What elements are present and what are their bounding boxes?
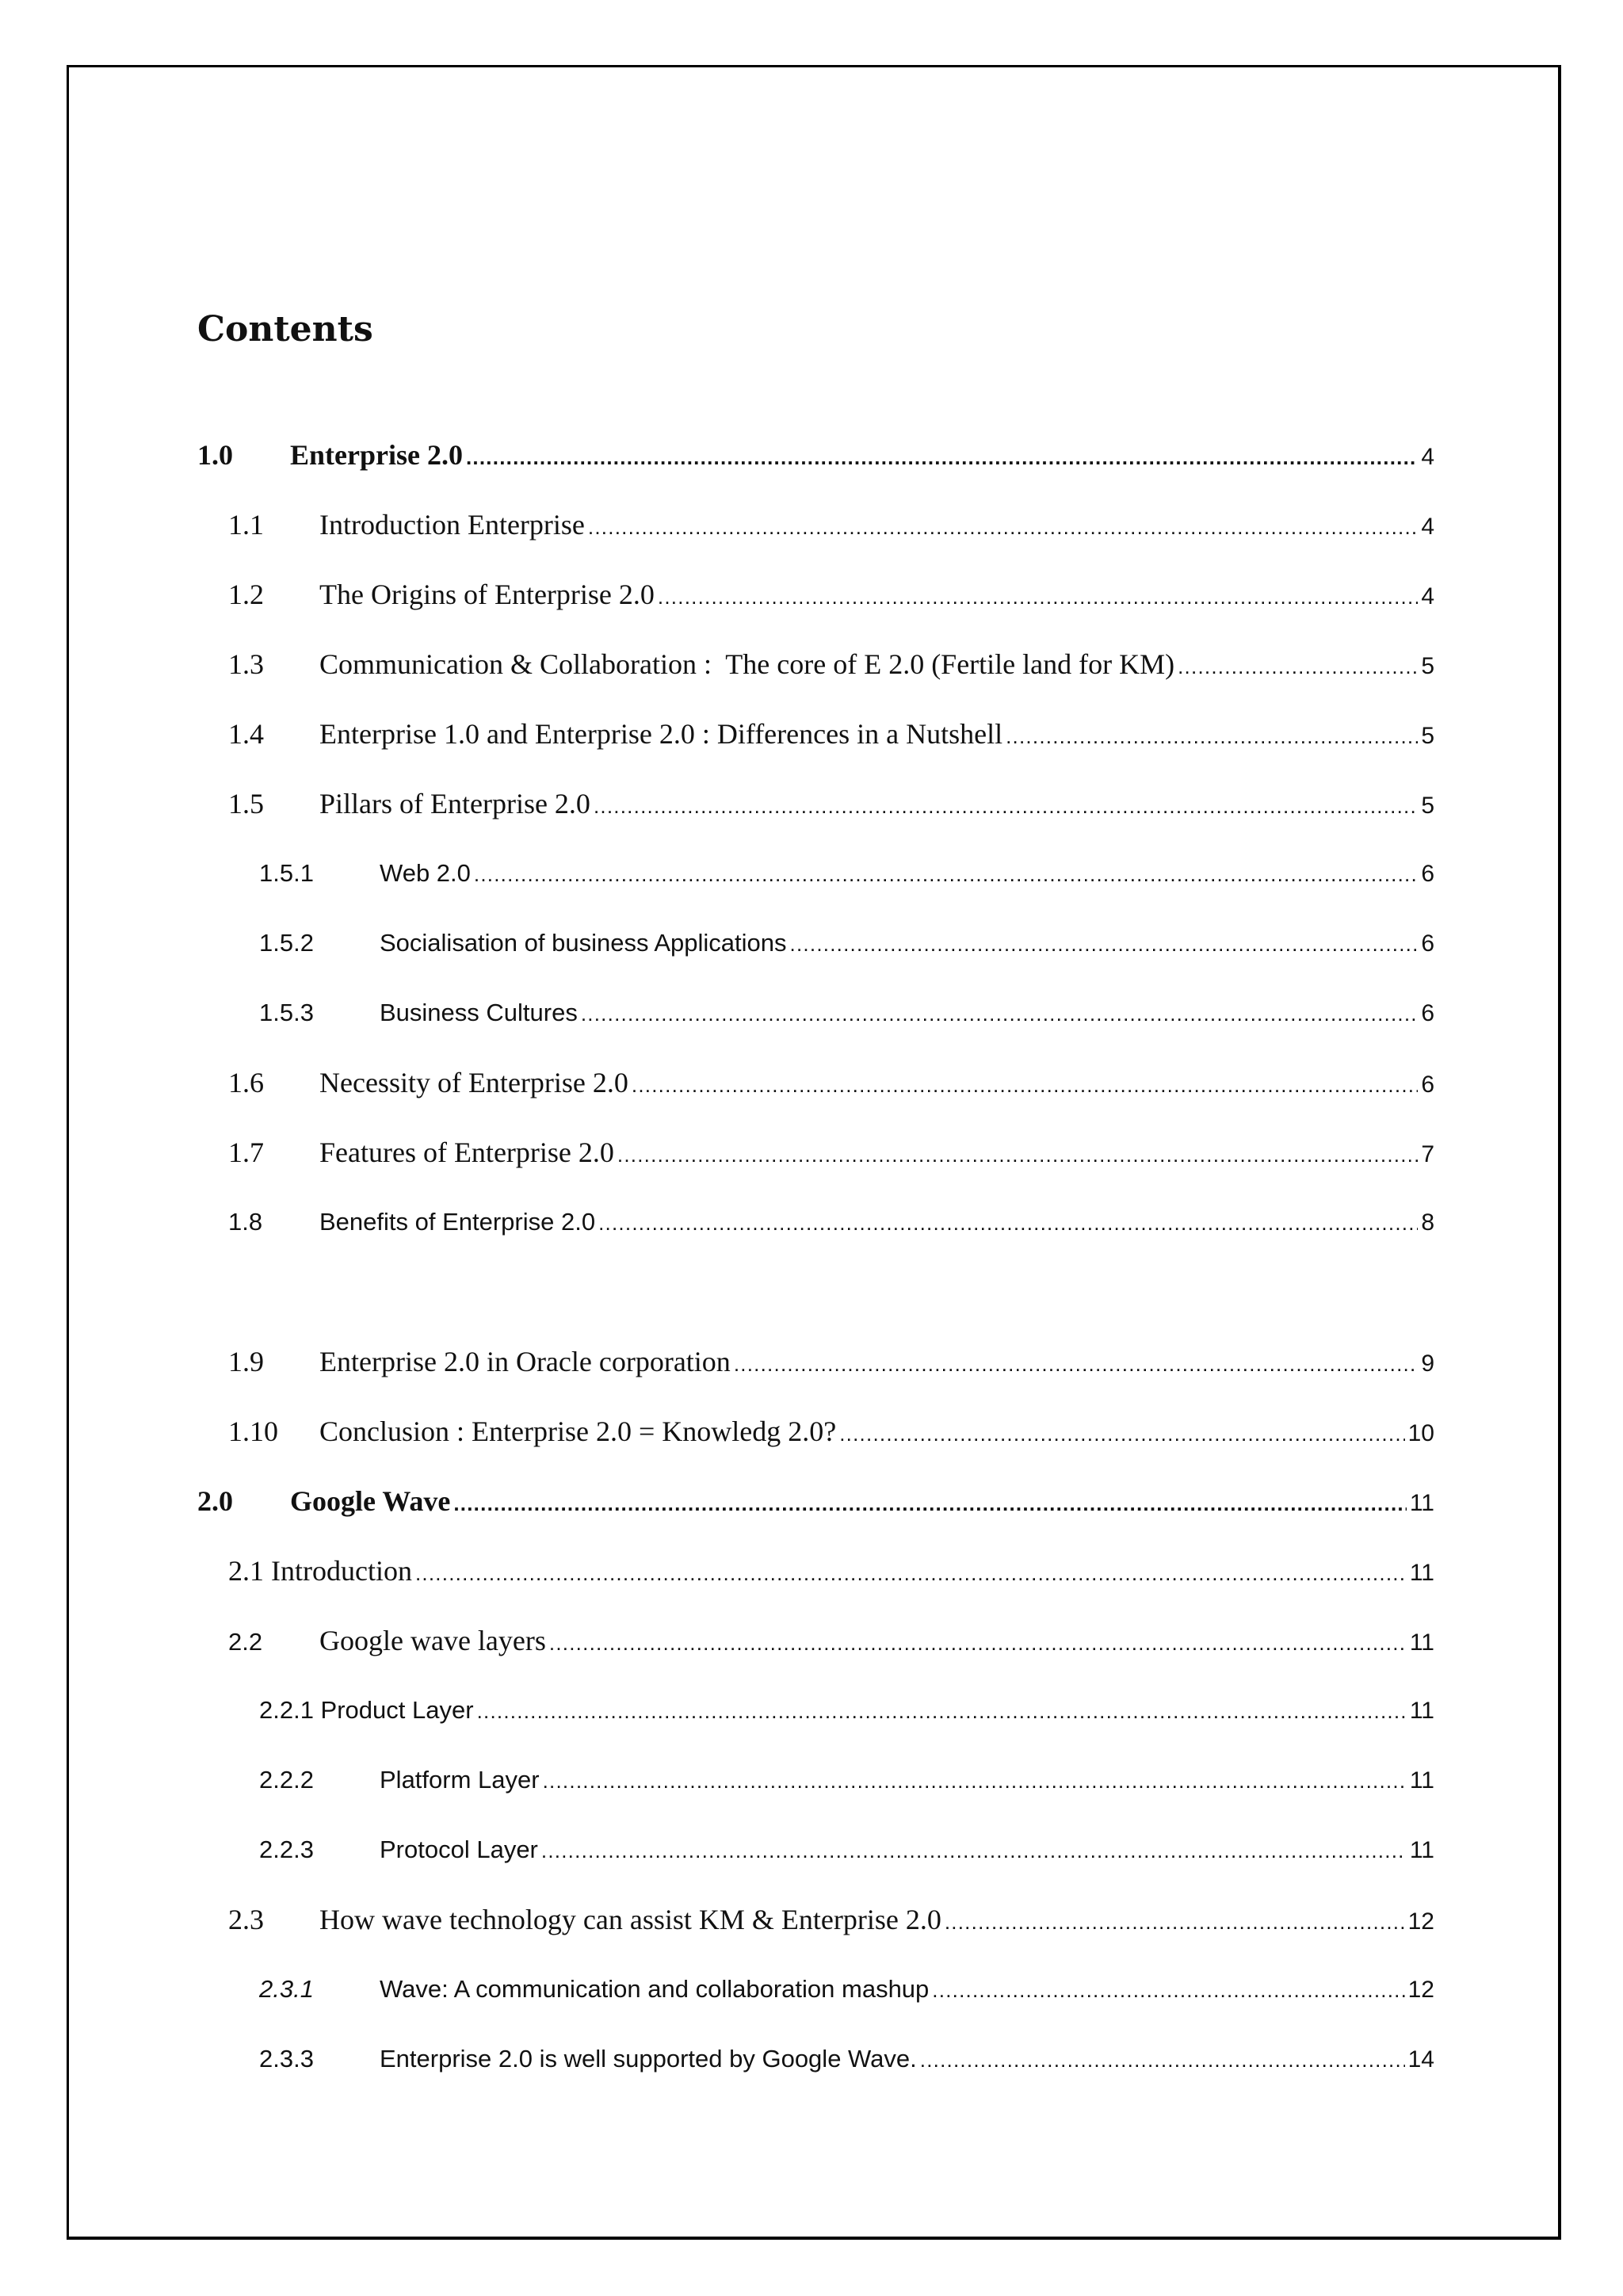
toc-page-number: 11 [1409,1560,1434,1586]
toc-number: 2.3.1 [259,1975,314,2003]
toc-page-number: 11 [1409,1767,1434,1794]
dot-leader [415,1551,1407,1595]
dot-leader [541,1828,1407,1873]
toc-label: Conclusion : Enterprise 2.0 = Knowledg 2.0? [319,1415,837,1447]
dot-leader [945,1900,1405,1944]
toc-page-number: 4 [1421,444,1434,470]
toc-page-number: 12 [1407,1908,1434,1935]
toc-label: The Origins of Enterprise 2.0 [319,579,655,610]
toc-number: 1.5.3 [259,999,314,1026]
toc-page-number: 11 [1409,1698,1434,1724]
toc-number: 1.6 [228,1067,264,1098]
toc-entry-1-7[interactable] [228,1130,1434,1175]
toc-label: Introduction Enterprise [319,509,585,541]
toc-label: Business Cultures [380,999,578,1026]
toc-entry-1-6[interactable] [228,1060,1434,1105]
dot-leader [549,1621,1407,1665]
dot-leader [588,505,1418,549]
dot-leader [932,1968,1404,2012]
dot-leader [790,922,1419,966]
page-title: Contents [197,309,373,350]
toc-label: Protocol Layer [380,1836,538,1863]
dot-leader [477,1689,1407,1733]
toc-entry-1-5-3[interactable] [259,991,1434,1035]
toc-entry-2-2[interactable] [228,1618,1434,1663]
toc-page-number: 6 [1421,1000,1434,1026]
dot-leader [617,1133,1418,1177]
dot-leader [734,1342,1419,1386]
toc-label: Google wave layers [319,1625,546,1656]
toc-page-number: 6 [1421,1072,1434,1098]
dot-leader [632,1063,1418,1107]
toc-entry-1-9[interactable] [228,1339,1434,1384]
toc-label: Enterprise 2.0 [290,439,463,471]
toc-number: 2.3.3 [259,2045,314,2073]
dot-leader [453,1481,1407,1526]
toc-page-number: 5 [1421,793,1434,819]
toc-label: Features of Enterprise 2.0 [319,1137,614,1168]
toc-page-number: 7 [1421,1141,1434,1167]
toc-entry-1-2[interactable] [228,572,1434,617]
dot-leader [1178,644,1418,689]
dot-leader [474,852,1418,896]
toc-entry-2-3-1[interactable] [259,1967,1434,2011]
toc-page-number: 14 [1407,2046,1434,2073]
toc-page-number: 11 [1409,1629,1434,1656]
toc-page-number: 10 [1407,1420,1434,1446]
toc-page-number: 5 [1421,723,1434,749]
toc-number: 2.2.3 [259,1836,314,1863]
toc-page-number: 11 [1409,1837,1434,1863]
toc-number: 1.5.1 [259,859,314,887]
toc-entry-2-0[interactable] [197,1479,1434,1523]
toc-number: 1.9 [228,1346,264,1377]
toc-number: 2.2.2 [259,1766,314,1794]
toc-label: Platform Layer [380,1766,540,1794]
dot-leader [466,435,1418,479]
toc-entry-1-5-1[interactable] [259,851,1434,896]
toc-entry-2-2-1[interactable] [259,1688,1434,1733]
toc-entry-1-3[interactable] [228,642,1434,686]
dot-leader [839,1412,1404,1456]
toc-label: 2.1 Introduction [228,1555,412,1587]
toc-number: 1.4 [228,718,264,750]
toc-label: Enterprise 2.0 is well supported by Google Wave. [380,2045,917,2073]
toc-label: Communication & Collaboration : The core of E 2.0 (Fertile land for KM) [319,648,1175,680]
toc-entry-2-2-3[interactable] [259,1828,1434,1872]
toc-entry-1-8[interactable] [228,1200,1434,1244]
toc-label: Wave: A communication and collaboration mashup [380,1975,930,2003]
toc-label: Benefits of Enterprise 2.0 [319,1208,596,1236]
toc-entry-2-1[interactable] [228,1549,1434,1593]
dot-leader [658,575,1418,619]
toc-entry-2-3[interactable] [228,1897,1434,1942]
toc-label: Pillars of Enterprise 2.0 [319,788,590,819]
toc-label: 2.2.1 Product Layer [259,1696,474,1724]
toc-entry-2-2-2[interactable] [259,1758,1434,1802]
toc-page-number: 8 [1421,1209,1434,1236]
toc-entry-1-4[interactable] [228,712,1434,756]
toc-label: Web 2.0 [380,859,471,887]
toc-entry-2-3-3[interactable] [259,2037,1434,2081]
dot-leader [598,1201,1418,1245]
toc-label: Enterprise 2.0 in Oracle corporation [319,1346,731,1377]
toc-number: 1.2 [228,579,264,610]
toc-entry-1-10[interactable] [228,1409,1434,1454]
toc-number: 2.2 [228,1628,263,1656]
dot-leader [594,784,1418,828]
toc-page-number: 6 [1421,861,1434,887]
toc-page-number: 6 [1421,930,1434,957]
dot-leader [581,991,1418,1036]
toc-number: 2.0 [197,1485,233,1517]
toc-page-number: 9 [1421,1350,1434,1377]
toc-number: 1.0 [197,439,233,471]
toc-label: Necessity of Enterprise 2.0 [319,1067,628,1098]
dot-leader [543,1759,1407,1803]
toc-entry-1-5[interactable] [228,781,1434,826]
toc-entry-1-0[interactable] [197,433,1434,477]
toc-number: 1.5 [228,788,264,819]
toc-page-number: 4 [1421,514,1434,540]
toc-label: Google Wave [290,1485,451,1517]
dot-leader [920,2038,1405,2082]
dot-leader [1006,714,1418,758]
toc-page-number: 4 [1421,583,1434,609]
toc-number: 2.3 [228,1904,264,1935]
toc-page-number: 11 [1409,1490,1434,1516]
toc-label: How wave technology can assist KM & Enterprise 2.0 [319,1904,941,1935]
toc-number: 1.5.2 [259,929,314,957]
toc-label: Socialisation of business Applications [380,929,787,957]
toc-label: Enterprise 1.0 and Enterprise 2.0 : Differences in a Nutshell [319,718,1003,750]
toc-number: 1.1 [228,509,264,541]
toc-page-number: 12 [1407,1977,1434,2003]
toc-number: 1.7 [228,1137,264,1168]
toc-page-number: 5 [1421,653,1434,679]
toc-number: 1.10 [228,1415,278,1447]
toc-number: 1.3 [228,648,264,680]
toc-entry-1-1[interactable] [228,502,1434,547]
toc-entry-1-5-2[interactable] [259,921,1434,965]
toc-number: 1.8 [228,1208,263,1236]
